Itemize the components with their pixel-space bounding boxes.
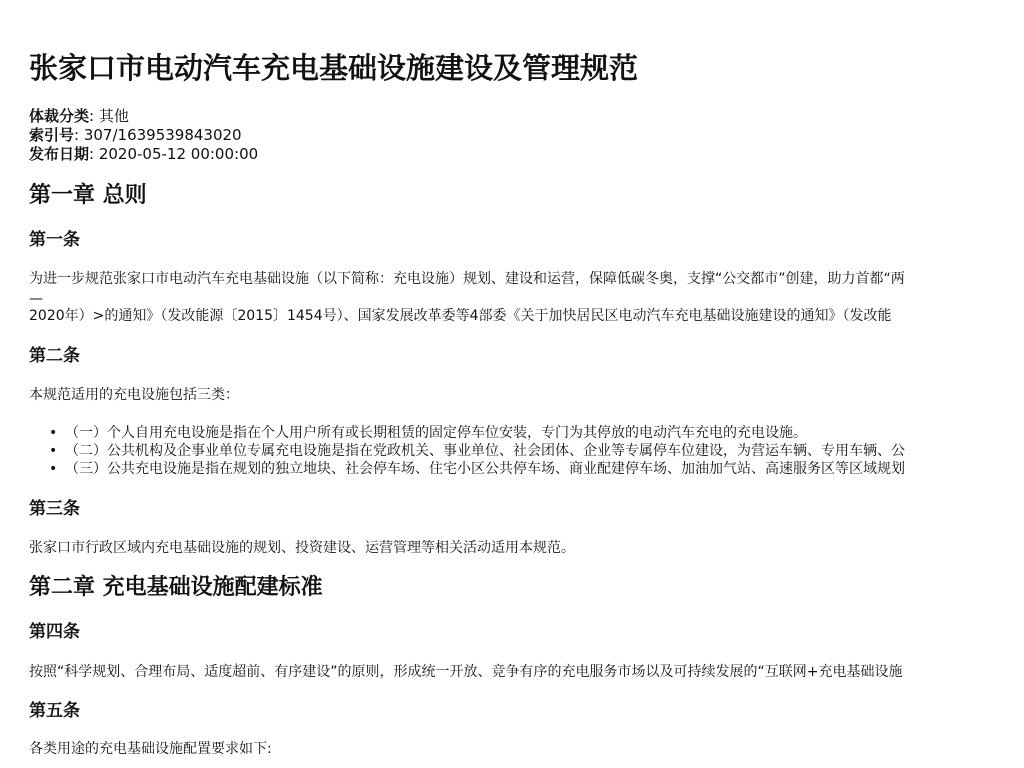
article-1-dash: — (29, 291, 43, 307)
bullet-icon: • (49, 425, 58, 441)
document-title: 张家口市电动汽车充电基础设施建设及管理规范 (29, 51, 639, 85)
meta-index-number: 索引号: 307/1639539843020 (29, 126, 242, 144)
article-1-text-line-1: 为进一步规范张家口市电动汽车充电基础设施（以下简称：充电设施）规划、建设和运营，保障低碳冬奥，支撑“公交都市”创建，助力首都“两 (29, 271, 905, 287)
article-2-intro: 本规范适用的充电设施包括三类： (29, 387, 239, 403)
bullet-icon: • (49, 461, 58, 477)
list-item: • （三）公共充电设施是指在规划的独立地块、社会停车场、住宅小区公共停车场、商业配建停车场、加油加气站、高速服务区等区域规划 (49, 461, 905, 477)
article-1-text-line-2: 2020年）>的通知》（发改能源〔2015〕1454号）、国家发展改革委等4部委《关于加快居民区电动汽车充电基础设施建设的通知》（发改能 (29, 308, 892, 324)
document-meta (29, 107, 258, 164)
article-1-heading: 第一条 (29, 230, 80, 250)
meta-genre-value: 其他 (94, 107, 129, 125)
meta-genre: 体裁分类: 其他 (29, 107, 129, 125)
facility-type-list (29, 424, 905, 478)
meta-index-value: 307/1639539843020 (79, 126, 242, 144)
article-4-heading: 第四条 (29, 622, 80, 642)
bullet-icon: • (49, 443, 58, 459)
chapter-2-heading: 第二章 充电基础设施配建标准 (29, 575, 323, 600)
chapter-1-heading: 第一章 总则 (29, 183, 147, 208)
list-item: • （二）公共机构及企事业单位专属充电设施是指在党政机关、事业单位、社会团体、企业等专属停车位建设，为营运车辆、专用车辆、公 (49, 443, 905, 459)
list-item: • （一）个人自用充电设施是指在个人用户所有或长期租赁的固定停车位安装，专门为其停放的电动汽车充电的充电设施。 (49, 425, 807, 441)
article-2-heading: 第二条 (29, 346, 80, 366)
article-3-heading: 第三条 (29, 499, 80, 519)
article-5-heading: 第五条 (29, 701, 80, 721)
meta-publish-date: 发布日期: 2020-05-12 00:00:00 (29, 145, 259, 163)
article-5-text: 各类用途的充电基础设施配置要求如下: (29, 741, 272, 757)
article-3-text: 张家口市行政区域内充电基础设施的规划、投资建设、运营管理等相关活动适用本规范。 (29, 540, 575, 556)
meta-date-value: 2020-05-12 00:00:00 (94, 145, 259, 163)
article-4-text: 按照“科学规划、合理布局、适度超前、有序建设”的原则，形成统一开放、竞争有序的充电服务市场以及可持续发展的“互联网+充电基础设施 (29, 664, 903, 680)
